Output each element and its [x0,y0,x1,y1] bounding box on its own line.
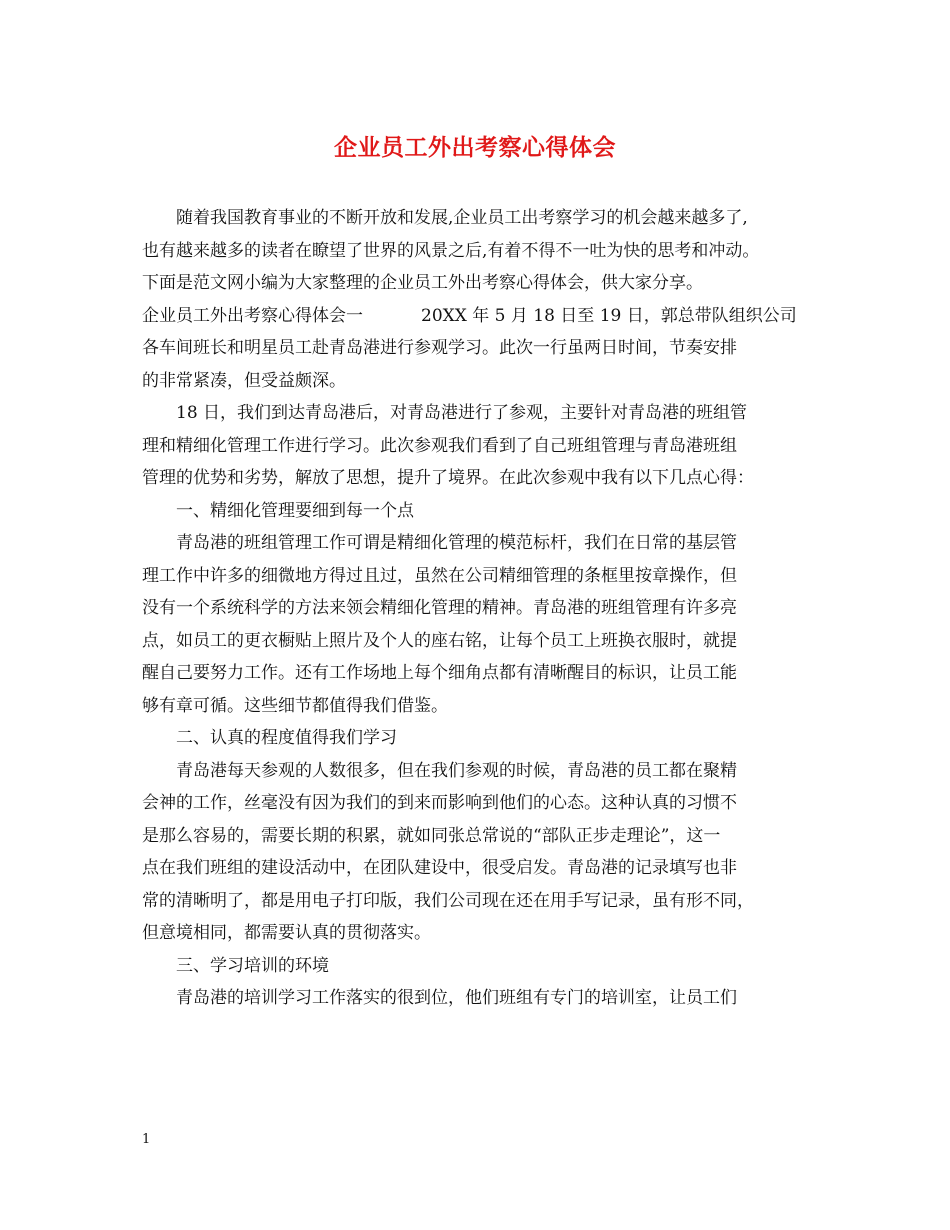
paragraph-line: 醒自己要努力工作。还有工作场地上每个细角点都有清晰醒目的标识，让员工能 [142,663,737,683]
paragraph-line: 管理的优势和劣势，解放了思想，提升了境界。在此次参观中我有以下几点心得： [142,468,754,488]
paragraph-line: 也有越来越多的读者在瞭望了世界的风景之后,有着不得不一吐为快的思考和冲动。 [142,240,760,261]
section-heading: 一、精细化管理要细到每一个点 [176,500,414,521]
paragraph-line: 会神的工作，丝毫没有因为我们的到来而影响到他们的心态。这种认真的习惯不 [142,793,737,813]
section-heading: 三、学习培训的环境 [176,955,329,976]
paragraph-line: 是那么容易的，需要长期的积累，就如同张总常说的“部队正步走理论”，这一 [142,825,721,846]
paragraph-line: 但意境相同，都需要认真的贯彻落实。 [142,923,431,943]
paragraph-line: 够有章可循。这些细节都值得我们借鉴。 [142,695,448,716]
document-title: 企业员工外出考察心得体会 [334,134,616,161]
paragraph-line: 18 日，我们到达青岛港后，对青岛港进行了参观，主要针对青岛港的班组管 [176,403,748,423]
paragraph-line: 点，如员工的更衣橱贴上照片及个人的座右铭，让每个员工上班换衣服时，就提 [142,630,737,651]
paragraph-line: 没有一个系统科学的方法来领会精细化管理的精神。青岛港的班组管理有许多亮 [142,598,737,618]
document-body [142,202,812,1015]
paragraph-line: 的非常紧凑，但受益颇深。 [142,370,346,391]
paragraph-line: 青岛港的班组管理工作可谓是精细化管理的模范标杆，我们在日常的基层管 [176,533,737,553]
paragraph-line: 理和精细化管理工作进行学习。此次参观我们看到了自己班组管理与青岛港班组 [142,435,737,456]
paragraph-line: 随着我国教育事业的不断开放和发展,企业员工出考察学习的机会越来越多了, [176,208,748,228]
paragraph-line: 常的清晰明了，都是用电子打印版，我们公司现在还在用手写记录，虽有形不同， [142,890,754,911]
page-number: 1 [142,1132,151,1147]
paragraph-line: 点在我们班组的建设活动中，在团队建设中，很受启发。青岛港的记录填写也非 [142,858,737,878]
subtitle-text: 企业员工外出考察心得体会一 [142,305,363,326]
section-heading: 二、认真的程度值得我们学习 [176,728,397,748]
paragraph-line: 青岛港每天参观的人数很多，但在我们参观的时候，青岛港的员工都在聚精 [176,760,737,781]
paragraph-line: 各车间班长和明星员工赴青岛港进行参观学习。此次一行虽两日时间，节奏安排 [142,338,737,358]
date-text: 20XX 年 5 月 18 日至 19 日，郭总带队组织公司 [421,305,797,326]
paragraph-line-with-heading [142,300,812,333]
paragraph-line: 下面是范文网小编为大家整理的企业员工外出考察心得体会，供大家分享。 [142,273,703,293]
paragraph-line: 青岛港的培训学习工作落实的很到位，他们班组有专门的培训室，让员工们 [176,988,737,1008]
paragraph-line: 理工作中许多的细微地方得过且过，虽然在公司精细管理的条框里按章操作，但 [142,565,737,586]
